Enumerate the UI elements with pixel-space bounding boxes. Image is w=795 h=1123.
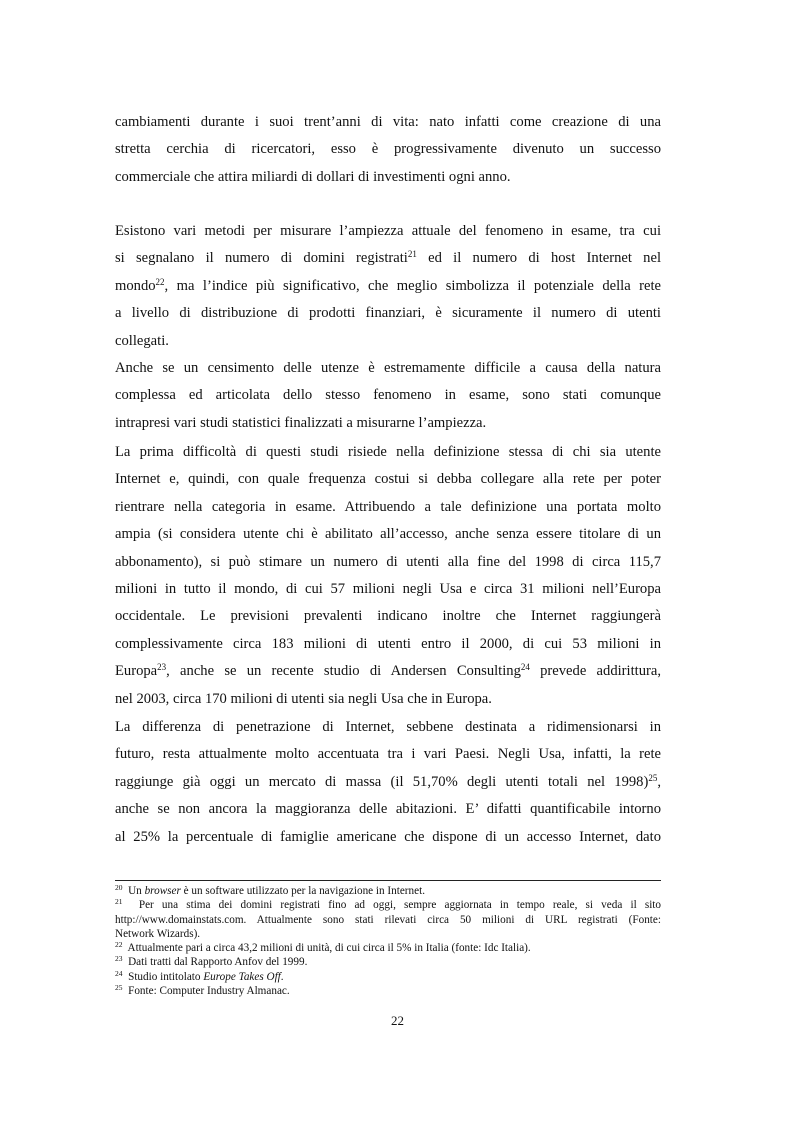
text-line: a livello di distribuzione di prodotti finanziari, è sicuramente il numero di utenti (115, 305, 661, 322)
text-line: occidentale. Le previsioni prevalenti indicano inoltre che Internet raggiungerà (115, 608, 661, 625)
text-line: collegati. (115, 332, 169, 349)
footnote-ref-22[interactable]: 22 (155, 276, 165, 287)
text-line: complessa ed articolata dello stesso fenomeno in esame, sono stati comunque (115, 387, 661, 404)
text-line: abbonamento), si può stimare un numero di utenti alla fine del 1998 di circa 115,7 (115, 553, 661, 570)
paragraph-4 (115, 439, 661, 713)
footnote-ref-23[interactable]: 23 (157, 662, 167, 673)
text-line: La differenza di penetrazione di Internet, sebbene destinata a ridimensionarsi in (115, 719, 661, 735)
text-line: milioni in tutto il mondo, di cui 57 milioni negli Usa e circa 31 milioni nell’Europa (115, 581, 661, 598)
text-line: cambiamenti durante i suoi trent’anni di vita: nato infatti come creazione di una (115, 114, 661, 130)
text-line: ampia (si considera utente chi è abilitato all’accesso, anche senza essere titolare di un (115, 526, 661, 543)
text-line: anche se non ancora la maggioranza delle abitazioni. E’ difatti quantificabile intorno (115, 801, 661, 818)
text-line: intrapresi vari studi statistici finalizzati a misurarne l’ampiezza. (115, 414, 487, 431)
footnote-25: $^{25}$ Fonte: Computer Industry Almanac. (115, 983, 290, 998)
text-line: complessivamente circa 183 milioni di utenti entro il 2000, di cui 53 milioni in (115, 635, 661, 652)
text-line: stretta cerchia di ricercatori, esso è progressivamente divenuto un successo (115, 141, 661, 158)
footnote-ref-21[interactable]: 21 (407, 249, 417, 260)
paragraph-3 (115, 355, 661, 437)
footnote-23: $^{23}$ Dati tratti dal Rapporto Anfov del 1999. (115, 954, 308, 969)
footnote-22: $^{22}$ Attualmente pari a circa 43,2 milioni di unità, di cui circa il 5% in Italia (fonte: Idc Italia). (115, 940, 531, 955)
footnote-divider (115, 880, 661, 881)
paragraph-1 (115, 109, 661, 191)
text-line: Europa$^{23}$, anche se un recente studio di Andersen Consulting$^{24}$ prevede addirittura, (115, 662, 661, 680)
text-line: mondo$^{22}$, ma l’indice più significativo, che meglio simbolizza il potenziale della rete (115, 276, 661, 294)
footnote-21: $^{21}$ Per una stima dei domini registrati fino ad oggi, sempre aggiornata in tempo reale, si veda il sito http://www.domainstats.com. Attualmente sono stati rilevati circa 50 milioni di URL registrati (Fonte: Network Wizards). (115, 897, 662, 940)
page-number: 22 (391, 1013, 404, 1028)
footnote-ref-25[interactable]: 25 (648, 772, 658, 783)
text-line: nel 2003, circa 170 milioni di utenti sia negli Usa che in Europa. (115, 690, 492, 707)
text-line: al 25% la percentuale di famiglie americane che dispone di un accesso Internet, dato (115, 828, 661, 845)
text-line: si segnalano il numero di domini registrati$^{21}$ ed il numero di host Internet nel (115, 249, 661, 267)
text-line: futuro, resta attualmente molto accentuata tra i vari Paesi. Negli Usa, infatti, la rete (115, 746, 661, 763)
text-line: raggiunge già oggi un mercato di massa (il 51,70% degli utenti totali nel 1998)$^{25}$, (115, 772, 661, 790)
footnotes (115, 884, 661, 998)
domainstats-link[interactable]: http://www.domainstats.com. Attualmente sono stati rilevati circa 50 milioni di URL registrati (Fonte: (115, 913, 661, 926)
footnote-ref-24[interactable]: 24 (520, 662, 530, 673)
text-line: commerciale che attira miliardi di dollari di investimenti ogni anno. (115, 168, 511, 185)
footnote-20: $^{20}$ Un browser è un software utilizzato per la navigazione in Internet. (115, 883, 426, 897)
text-line: Anche se un censimento delle utenze è estremamente difficile a causa della natura (115, 360, 661, 376)
text-line: La prima difficoltà di questi studi risiede nella definizione stessa di chi sia utente (115, 444, 661, 460)
paragraph-5 (115, 714, 661, 851)
footnote-24: $^{24}$ Studio intitolato Europe Takes Off. (115, 968, 284, 983)
text-line: Esistono vari metodi per misurare l’ampiezza attuale del fenomeno in esame, tra cui (115, 223, 661, 239)
text-line: rientrare nella categoria in esame. Attribuendo a tale definizione una portata molto (115, 498, 661, 515)
paragraph-2 (115, 218, 661, 355)
text-line: Internet e, quindi, con quale frequenza costui si debba collegare alla rete per poter (115, 471, 661, 488)
